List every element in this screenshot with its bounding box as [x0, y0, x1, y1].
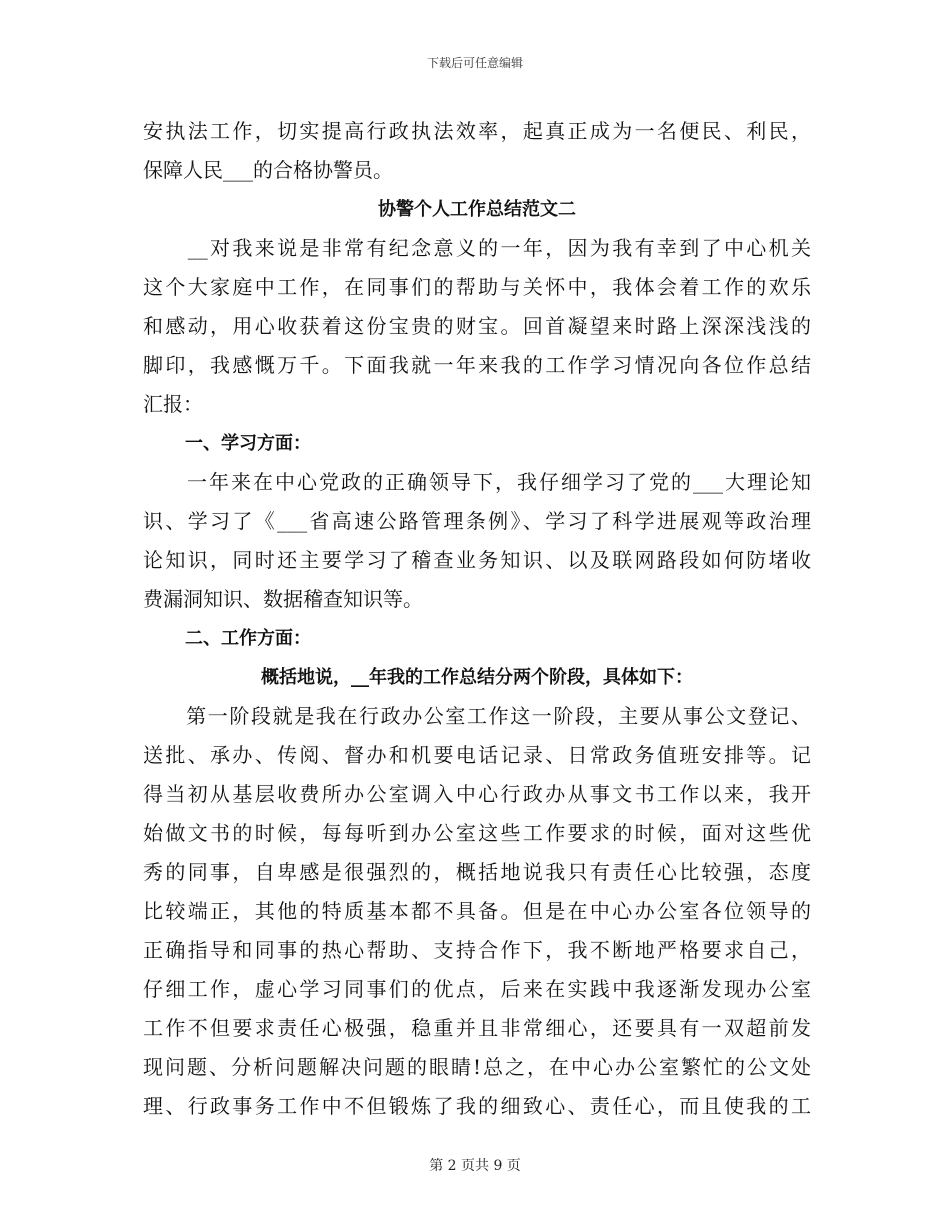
text-line: 送批、承办、传阅、督办和机要电话记录、日常政务值班安排等。记: [143, 743, 811, 767]
text-line: 比较端正，其他的特质基本都不具备。但是在中心办公室各位领导的: [143, 899, 811, 923]
text-line: 仔细工作，虚心学习同事们的优点，后来在实践中我逐渐发现办公室: [143, 977, 811, 1001]
text-line: 第一阶段就是我在行政办公室工作这一阶段，主要从事公文登记、: [143, 704, 811, 728]
text-line: 得当初从基层收费所办公室调入中心行政办从事文书工作以来，我开: [143, 782, 811, 806]
text-line: 正确指导和同事的热心帮助、支持合作下，我不断地严格要求自己，: [143, 938, 811, 962]
text-line: 秀的同事，自卑感是很强烈的，概括地说我只有责任心比较强，态度: [143, 860, 811, 884]
text-line: 识、学习了《___省高速公路管理条例》、学习了科学进展观等政治理: [143, 509, 811, 533]
text-line: __对我来说是非常有纪念意义的一年，因为我有幸到了中心机关: [143, 236, 811, 260]
text-line: 汇报：: [143, 392, 203, 416]
section-heading: 二、工作方面：: [185, 628, 311, 649]
document-body: [143, 112, 811, 1126]
subsection-title: 概括地说，__年我的工作总结分两个阶段，具体如下：: [261, 667, 693, 688]
text-line: 安执法工作，切实提高行政执法效率，起真正成为一名便民、利民，: [143, 119, 811, 143]
text-line: 一年来在中心党政的正确领导下，我仔细学习了党的___大理论知: [143, 470, 811, 494]
text-line: 始做文书的时候，每每听到办公室这些工作要求的时候，面对这些优: [143, 821, 811, 845]
text-line: 工作不但要求责任心极强，稳重并且非常细心，还要具有一双超前发: [143, 1016, 811, 1040]
text-line: 论知识，同时还主要学习了稽查业务知识、以及联网路段如何防堵收: [143, 548, 811, 572]
text-line: 保障人民___的合格协警员。: [143, 158, 393, 182]
text-line: 费漏洞知识、数据稽查知识等。: [143, 587, 423, 611]
text-line: 理、行政事务工作中不但锻炼了我的细致心、责任心，而且使我的工: [143, 1094, 811, 1118]
section-heading: 一、学习方面：: [185, 433, 311, 454]
text-line: 和感动，用心收获着这份宝贵的财宝。回首凝望来时路上深深浅浅的: [143, 314, 811, 338]
text-line: 脚印，我感慨万千。下面我就一年来我的工作学习情况向各位作总结: [143, 353, 811, 377]
section-title: 协警个人工作总结范文二: [378, 199, 576, 220]
text-line: 这个大家庭中工作，在同事们的帮助与关怀中，我体会着工作的欢乐: [143, 275, 811, 299]
text-line: 现问题、分析问题解决问题的眼睛!总之，在中心办公室繁忙的公文处: [143, 1055, 811, 1079]
header-note: 下载后可任意编辑: [426, 56, 523, 70]
page-footer: 第 2 页共 9 页: [429, 1158, 521, 1174]
